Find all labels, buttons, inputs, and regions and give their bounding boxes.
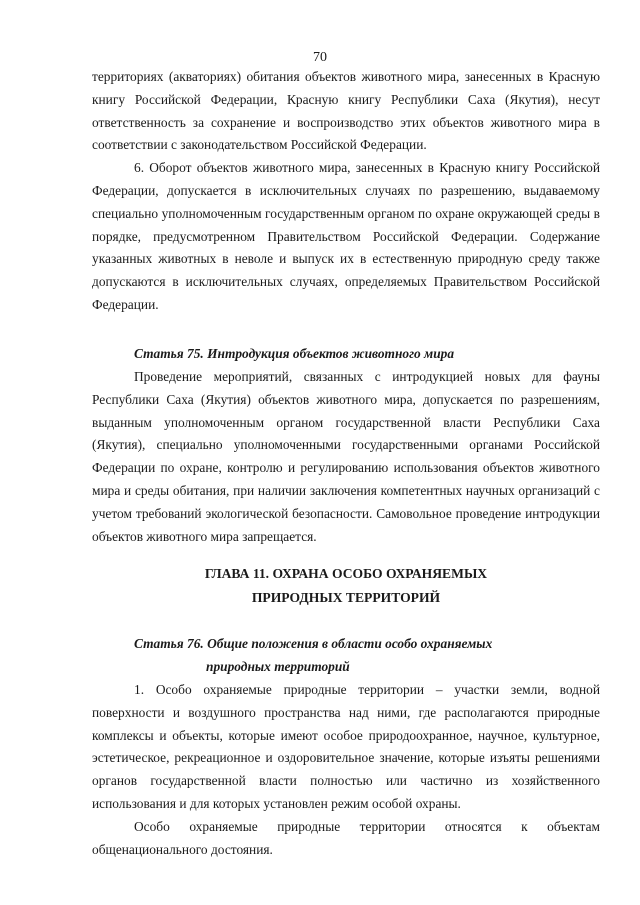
article-75-text: Проведение мероприятий, связанных с интродукцией новых для фауны Республики Саха (Якутия) объектов животного мира, допускается по разрешениям, выданным уполномоченным органом государственной власти Республики Саха (Якутия), специально уполномоченными государственными органами Российской Федерации по охране, контролю и регулированию использования объектов животного мира и среды обитания, при наличии заключения компетентных научных организаций с учетом требований экологической безопасности. Самовольное проведение интродукции объектов животного мира запрещается. <box>92 369 600 544</box>
article-76-title-line-2: природных территорий <box>206 658 350 674</box>
chapter-heading-line-1: ГЛАВА 11. ОХРАНА ОСОБО ОХРАНЯЕМЫХ <box>204 566 488 581</box>
body-block-3 <box>92 679 600 861</box>
body-block-1 <box>92 66 600 317</box>
article-76-paragraph-2: Особо охраняемые природные территории относятся к объектам общенационального достояния. <box>92 818 600 857</box>
article-76-title-line-1: Статья 76. Общие положения в области особо охраняемых <box>134 636 493 651</box>
page-number: 70 <box>313 50 327 65</box>
paragraph-6: 6. Оборот объектов животного мира, занесенных в Красную книгу Российской Федерации, допускается в исключительных случаях по разрешению, выдаваемому специально уполномоченным государственным органом по охране окружающей среды в порядке, предусмотренном Правительством Российской Федерации. Содержание указанных животных в неволе и выпуск их в естественную природную среду также допускаются в исключительных случаях, определяемых Правительством Российской Федерации. <box>92 160 600 312</box>
chapter-heading-line-2: ПРИРОДНЫХ ТЕРРИТОРИЙ <box>251 590 441 605</box>
body-block-2 <box>92 366 600 548</box>
article-76-paragraph-1: 1. Особо охраняемые природные территории – участки земли, водной поверхности и воздушного пространства над ними, где располагаются природные комплексы и объекты, которые имеют особое природоохранное, научное, культурное, эстетическое, рекреационное и оздоровительное значение, которые изъяты решениями органов государственной власти полностью или частично из хозяйственного использования и для которых установлен режим особой охраны. <box>92 682 600 811</box>
article-75-title: Статья 75. Интродукция объектов животного мира <box>134 346 455 361</box>
article-76-title <box>134 633 492 679</box>
paragraph-continued: территориях (акваториях) обитания объектов животного мира, занесенных в Красную книгу Российской Федерации, Красную книгу Республики Саха (Якутия), несут ответственность за сохранение и воспроизводство этих объектов животного мира в соответствии с законодательством Российской Федерации. <box>92 69 600 153</box>
chapter-heading <box>92 562 600 610</box>
